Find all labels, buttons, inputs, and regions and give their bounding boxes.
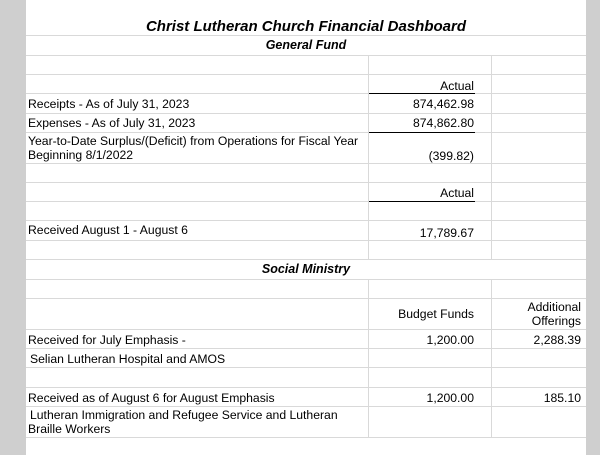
general-fund-heading: General Fund xyxy=(265,38,347,52)
gridline xyxy=(491,55,492,260)
gridline xyxy=(26,329,586,330)
july-additional-value: 2,288.39 xyxy=(533,333,581,347)
july-emphasis-label: Received for July Emphasis - xyxy=(28,333,186,347)
budget-funds-header: Budget Funds xyxy=(398,307,474,321)
gridline xyxy=(26,182,586,183)
additional-offerings-header-line2: Offerings xyxy=(531,314,581,328)
gridline xyxy=(26,55,586,56)
gridline xyxy=(26,387,586,388)
surplus-value: (399.82) xyxy=(428,149,474,163)
actual-column-header-2: Actual xyxy=(440,186,474,200)
august-recipient-line2: Braille Workers xyxy=(28,422,111,436)
gridline xyxy=(26,163,586,164)
gridline xyxy=(26,240,586,241)
july-recipient: Selian Lutheran Hospital and AMOS xyxy=(30,352,226,366)
actual-column-header: Actual xyxy=(440,79,474,93)
social-ministry-heading: Social Ministry xyxy=(261,262,351,276)
additional-offerings-header-line1: Additional xyxy=(527,300,581,314)
surplus-label-line1: Year-to-Date Surplus/(Deficit) from Operations for Fiscal Year xyxy=(28,134,359,148)
expenses-label: Expenses - As of July 31, 2023 xyxy=(28,116,196,130)
expenses-underline xyxy=(369,132,475,133)
spreadsheet xyxy=(26,0,586,455)
header-underline-2 xyxy=(369,201,475,202)
gridline xyxy=(368,279,369,437)
receipts-label: Receipts - As of July 31, 2023 xyxy=(28,97,190,111)
header-underline xyxy=(369,93,475,94)
gridline xyxy=(26,132,586,133)
received-value: 17,789.67 xyxy=(419,226,474,240)
gridline xyxy=(26,348,586,349)
august-additional-value: 185.10 xyxy=(543,391,581,405)
gridline xyxy=(26,437,586,438)
gridline xyxy=(26,220,586,221)
dashboard-title: Christ Lutheran Church Financial Dashboard xyxy=(145,18,467,35)
gridline xyxy=(26,201,586,202)
august-recipient-line1: Lutheran Immigration and Refugee Service and Lutheran xyxy=(30,408,338,422)
august-budget-value: 1,200.00 xyxy=(426,391,474,405)
expenses-value: 874,862.80 xyxy=(413,116,474,130)
gridline xyxy=(26,367,586,368)
july-budget-value: 1,200.00 xyxy=(426,333,474,347)
gridline xyxy=(26,259,586,260)
surplus-label-line2: Beginning 8/1/2022 xyxy=(28,148,134,162)
gridline xyxy=(26,74,586,75)
gridline xyxy=(26,279,586,280)
gridline xyxy=(26,113,586,114)
gridline xyxy=(26,298,586,299)
gridline xyxy=(26,406,586,407)
received-label: Received August 1 - August 6 xyxy=(28,223,188,237)
gridline xyxy=(26,93,586,94)
august-emphasis-label: Received as of August 6 for August Emphasis xyxy=(28,391,275,405)
receipts-value: 874,462.98 xyxy=(413,97,474,111)
